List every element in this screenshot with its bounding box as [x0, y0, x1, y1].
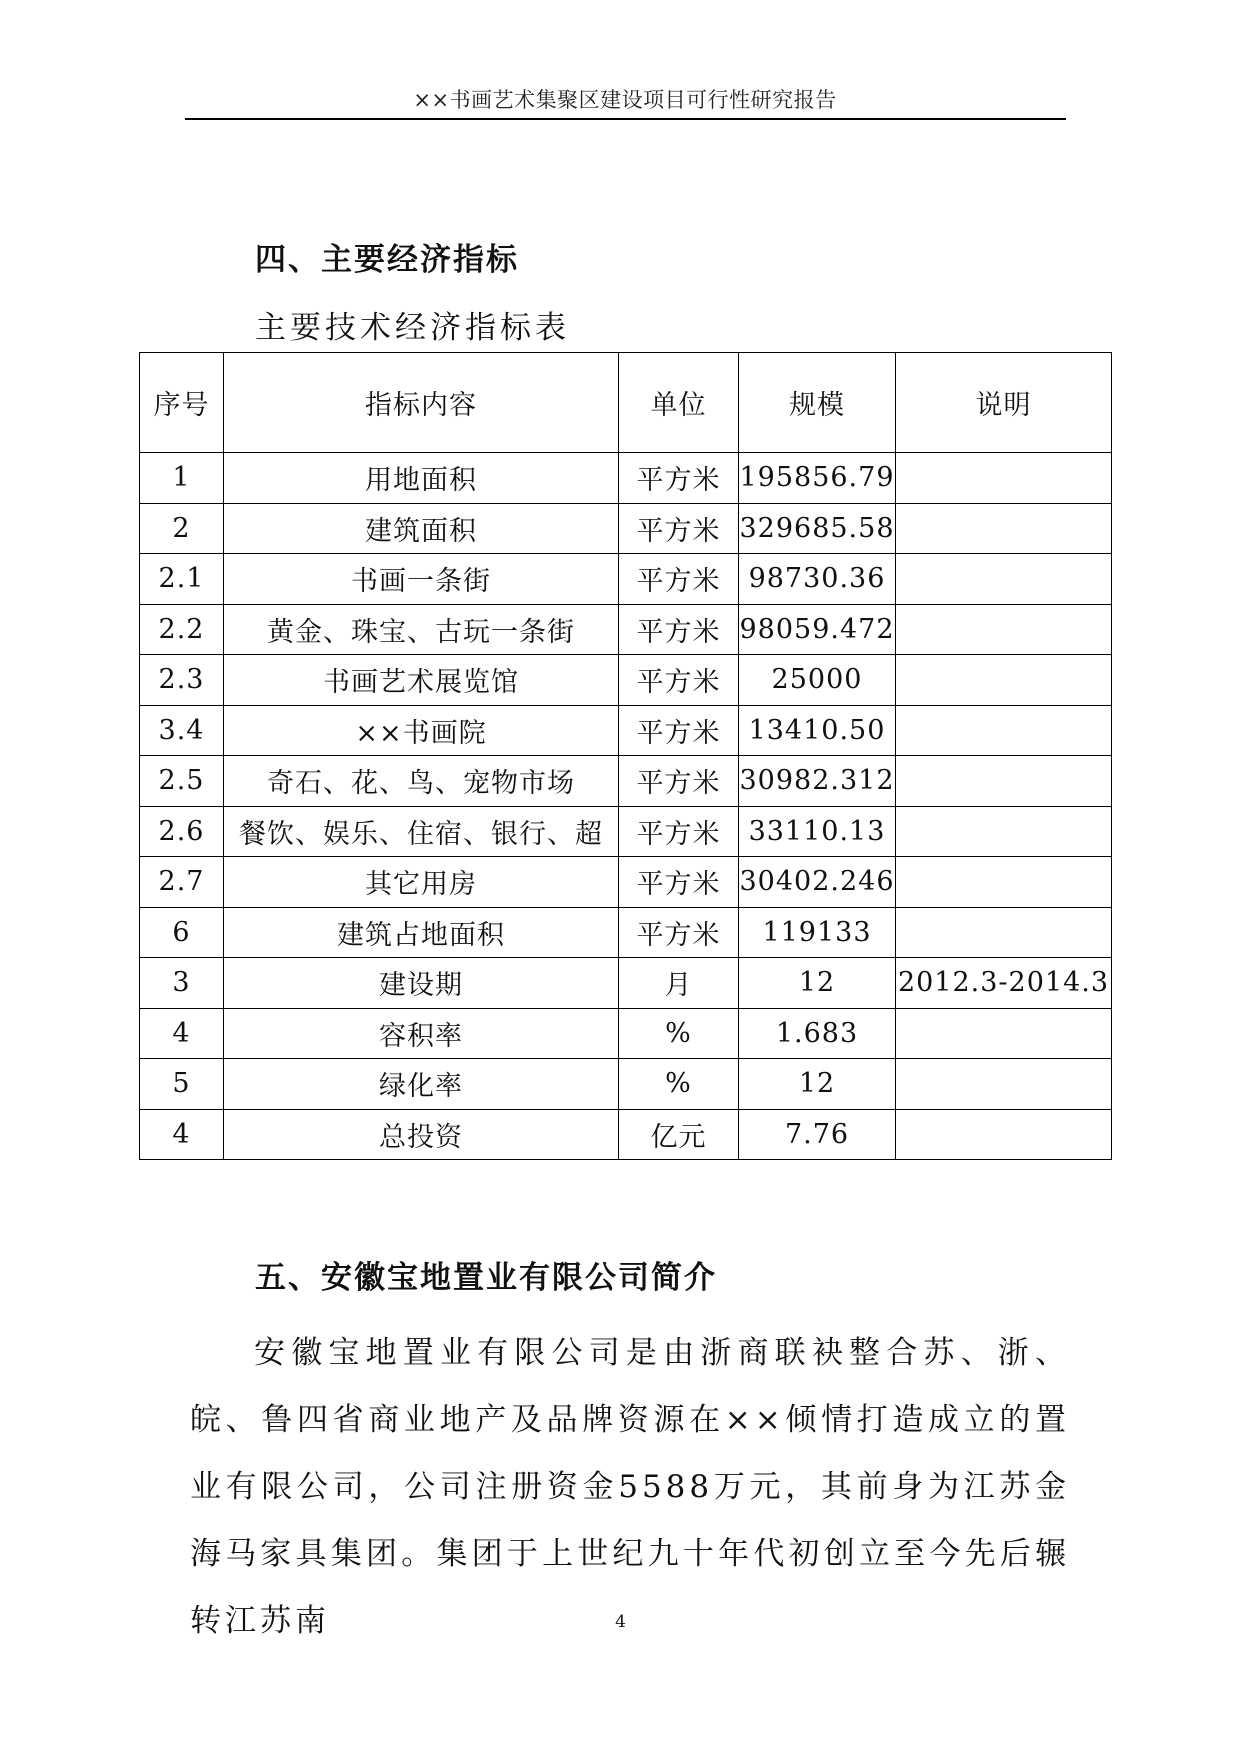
cell-no: 2.3 — [140, 655, 224, 706]
cell-unit: 平方米 — [619, 503, 739, 554]
cell-note — [896, 1008, 1112, 1059]
cell-note — [896, 857, 1112, 908]
cell-unit: 平方米 — [619, 756, 739, 807]
cell-scale: 195856.79 — [739, 453, 896, 504]
table-row — [140, 554, 1112, 605]
cell-scale: 7.76 — [739, 1109, 896, 1160]
column-header-note: 说明 — [896, 353, 1112, 453]
cell-item: 绿化率 — [224, 1059, 619, 1110]
table-caption: 主要技术经济指标表 — [255, 310, 570, 346]
table-row — [140, 756, 1112, 807]
cell-no: 2.6 — [140, 806, 224, 857]
cell-scale: 98730.36 — [739, 554, 896, 605]
cell-item: 黄金、珠宝、古玩一条街 — [224, 604, 619, 655]
cell-no: 2.2 — [140, 604, 224, 655]
cell-note — [896, 806, 1112, 857]
cell-note — [896, 1059, 1112, 1110]
table-row — [140, 1008, 1112, 1059]
table-row — [140, 958, 1112, 1009]
column-header-unit: 单位 — [619, 353, 739, 453]
section-title-company-intro: 五、安徽宝地置业有限公司简介 — [255, 1260, 717, 1296]
cell-item: 容积率 — [224, 1008, 619, 1059]
cell-note — [896, 453, 1112, 504]
cell-note: 2012.3-2014.3 — [896, 958, 1112, 1009]
cell-unit: 平方米 — [619, 453, 739, 504]
cell-item: 书画一条街 — [224, 554, 619, 605]
column-header-item: 指标内容 — [224, 353, 619, 453]
page-number: 4 — [615, 1612, 626, 1632]
cell-note — [896, 705, 1112, 756]
table-row — [140, 503, 1112, 554]
cell-no: 2.5 — [140, 756, 224, 807]
cell-unit: 平方米 — [619, 857, 739, 908]
cell-item: 建筑占地面积 — [224, 907, 619, 958]
cell-scale: 1.683 — [739, 1008, 896, 1059]
cell-item: 建筑面积 — [224, 503, 619, 554]
cell-scale: 329685.58 — [739, 503, 896, 554]
cell-no: 4 — [140, 1109, 224, 1160]
cell-no: 2.1 — [140, 554, 224, 605]
cell-unit: % — [619, 1059, 739, 1110]
cell-no: 1 — [140, 453, 224, 504]
cell-unit: 平方米 — [619, 655, 739, 706]
header-divider — [185, 118, 1066, 120]
cell-unit: 平方米 — [619, 705, 739, 756]
table-header-row — [140, 353, 1112, 453]
cell-scale: 30982.312 — [739, 756, 896, 807]
cell-item: 书画艺术展览馆 — [224, 655, 619, 706]
cell-unit: 平方米 — [619, 554, 739, 605]
table-row — [140, 1109, 1112, 1160]
cell-item: 用地面积 — [224, 453, 619, 504]
table-row — [140, 705, 1112, 756]
cell-scale: 33110.13 — [739, 806, 896, 857]
cell-scale: 12 — [739, 1059, 896, 1110]
cell-note — [896, 655, 1112, 706]
cell-unit: 月 — [619, 958, 739, 1009]
cell-note — [896, 756, 1112, 807]
cell-scale: 119133 — [739, 907, 896, 958]
table-row — [140, 907, 1112, 958]
cell-no: 2 — [140, 503, 224, 554]
section-title-economic-indicators: 四、主要经济指标 — [255, 242, 519, 278]
cell-note — [896, 907, 1112, 958]
cell-note — [896, 503, 1112, 554]
cell-no: 4 — [140, 1008, 224, 1059]
company-intro-paragraph: 安徽宝地置业有限公司是由浙商联袂整合苏、浙、皖、鲁四省商业地产及品牌资源在××倾情打造成立的置业有限公司，公司注册资金5588万元，其前身为江苏金海马家具集团。集团于上世纪九十年代初创立至今先后辗转江苏南 — [190, 1335, 1070, 1639]
cell-scale: 25000 — [739, 655, 896, 706]
cell-item: 奇石、花、鸟、宠物市场 — [224, 756, 619, 807]
indicators-table — [139, 352, 1112, 1160]
table-body — [140, 453, 1112, 1160]
cell-unit: 平方米 — [619, 806, 739, 857]
cell-note — [896, 1109, 1112, 1160]
cell-unit: 平方米 — [619, 604, 739, 655]
cell-item: 总投资 — [224, 1109, 619, 1160]
cell-scale: 13410.50 — [739, 705, 896, 756]
column-header-no: 序号 — [140, 353, 224, 453]
cell-no: 6 — [140, 907, 224, 958]
cell-scale: 98059.472 — [739, 604, 896, 655]
cell-note — [896, 604, 1112, 655]
table-row — [140, 806, 1112, 857]
cell-no: 3 — [140, 958, 224, 1009]
column-header-scale: 规模 — [739, 353, 896, 453]
page-header-title: ××书画艺术集聚区建设项目可行性研究报告 — [413, 88, 837, 112]
cell-item: 建设期 — [224, 958, 619, 1009]
cell-unit: 平方米 — [619, 907, 739, 958]
cell-unit: % — [619, 1008, 739, 1059]
table-row — [140, 453, 1112, 504]
cell-no: 2.7 — [140, 857, 224, 908]
cell-item: ××书画院 — [224, 705, 619, 756]
cell-no: 3.4 — [140, 705, 224, 756]
cell-item: 餐饮、娱乐、住宿、银行、超 — [224, 806, 619, 857]
table-row — [140, 604, 1112, 655]
cell-scale: 30402.246 — [739, 857, 896, 908]
table-row — [140, 857, 1112, 908]
table-row — [140, 1059, 1112, 1110]
cell-no: 5 — [140, 1059, 224, 1110]
table-row — [140, 655, 1112, 706]
cell-unit: 亿元 — [619, 1109, 739, 1160]
cell-item: 其它用房 — [224, 857, 619, 908]
cell-scale: 12 — [739, 958, 896, 1009]
cell-note — [896, 554, 1112, 605]
